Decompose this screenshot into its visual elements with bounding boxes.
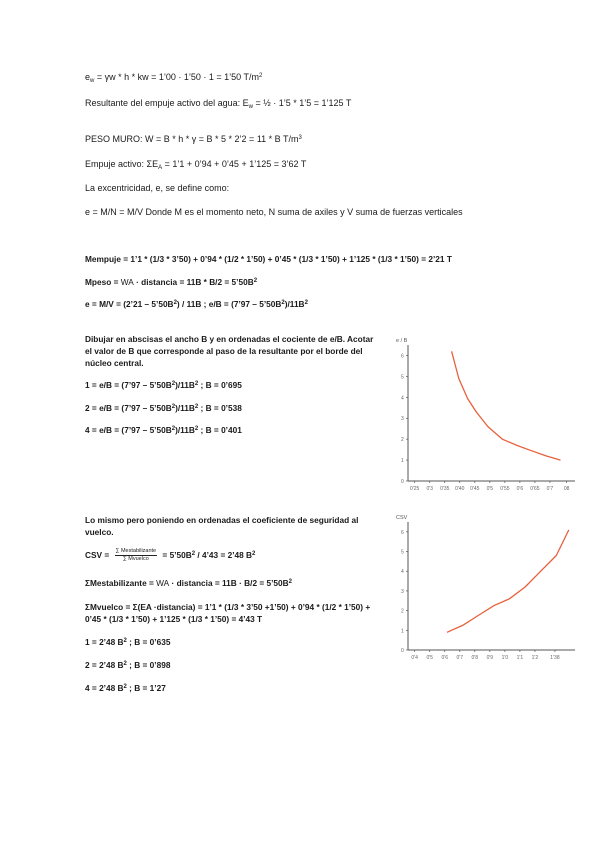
thrust-moment-line: Mempuje = 1’1 * (1/3 * 3’50) + 0’94 * (1/2 * 1’50) + 0’45 * (1/3 * 1’50) + 1’125 * (1/3 * 1’50) = 2’21 T	[85, 254, 452, 264]
y-tick-label: 2	[401, 608, 404, 615]
x-tick-label: 0'7	[456, 655, 464, 661]
x-tick-label: 0'45	[470, 486, 480, 492]
y-tick-label: 5	[401, 374, 404, 381]
overturning-moment-line: ΣMvuelco = Σ(EA ·distancia) = 1’1 * (1/3 * 3’50 +1’50) + 0’94 * (1/2 * 1’50) + 0’45 * (1/3 * 1’50) + 1’125 * (1/3 * 1’50) = 4’43 T	[85, 602, 371, 624]
y-tick-label: 1	[401, 628, 404, 635]
x-tick-label: 08	[563, 486, 570, 492]
series-line	[447, 530, 569, 632]
x-tick-label: 0'9	[486, 655, 494, 661]
section1-instructions: Dibujar en abscisas el ancho B y en ordenadas el cociente de e/B. Acotar el valor de B que corresponde al paso de la resultante por el borde del núcleo central.	[85, 334, 374, 368]
y-axis-label: CSV	[396, 515, 408, 521]
eccentricity-formula: e = M/V = (2’21 – $5’50B^2) / 11B$ ; e/B = (7’97 – $5’50B^2)/11B^2$	[85, 299, 308, 309]
y-tick-label: 3	[401, 588, 404, 595]
x-tick-label: 0'6	[441, 655, 449, 661]
water-resultant-line: Resultante del empuje activo del agua: $E_w$ = ½ · 1’5 * 1’5 = 1’125 T	[85, 98, 352, 110]
x-tick-label: 0'4	[411, 655, 418, 661]
x-tick-label: 0'40	[455, 486, 465, 492]
y-tick-label: 0	[401, 479, 404, 485]
x-tick-label: 1'38	[550, 655, 560, 661]
x-tick-label: 1'2	[531, 655, 539, 661]
x-tick-label: 0'3	[426, 486, 433, 492]
y-tick-label: 6	[401, 353, 404, 360]
section2-instructions: Lo mismo pero poniendo en ordenadas el coeficiente de seguridad al vuelco.	[85, 515, 359, 537]
y-tick-label: 6	[401, 529, 404, 536]
x-tick-label: 0'5	[486, 486, 494, 492]
csv-fraction: $\frac{\text{∑ Mestabilizante}}{\text{∑ Mvuelco}}$	[115, 548, 157, 563]
y-tick-label: 4	[401, 569, 404, 576]
x-tick-label: 0'35	[440, 486, 450, 492]
weight-moment-line: Mpeso = WA · distancia = $11B * B/2 = 5’50B^2$	[85, 277, 258, 287]
water-pressure-line: $e_w = \gamma w * h$ * kw = 1’00 · 1’50 · 1 = 1’50 $T/m^2$	[85, 72, 263, 84]
section1-eq2: 2 = e/B = (7’97 – $5’50B^2)/11B^2$ ; B = 0’538	[85, 403, 242, 413]
y-tick-label: 5	[401, 549, 404, 556]
x-tick-label: 0'25	[410, 486, 420, 492]
eb-chart	[390, 333, 580, 498]
x-tick-label: 1'1	[516, 655, 524, 661]
stabilizing-moment-line: ΣMestabilizante = WA · distancia = $11B \cdot B/2 = 5’50B^2$	[85, 578, 293, 588]
section2-eq1: 1 = 2’48 $B^2$ ; B = 0’635	[85, 637, 171, 647]
eccentricity-definition: e = M/N = M/V Donde M es el momento neto, N suma de axiles y V suma de fuerzas verticales	[85, 207, 463, 217]
csv-chart	[390, 510, 580, 670]
y-tick-label: 4	[401, 395, 404, 402]
x-tick-label: 0'65	[530, 486, 540, 492]
x-tick-label: 0'5	[426, 655, 433, 661]
csv-formula: CSV = $\frac{\text{∑ Mestabilizante}}{\text{∑ Mvuelco}}$ = $5’50B^2$ / 4’43 = 2’48 $B^2$	[85, 548, 256, 563]
section2-eq2: 2 = 2’48 $B^2$ ; B = 0’898	[85, 660, 171, 670]
section1-eq1: 1 = e/B = (7’97 – $5’50B^2)/11B^2$ ; B = 0’695	[85, 380, 242, 390]
y-tick-label: 0	[401, 648, 404, 654]
active-thrust-line: Empuje activo: $\Sigma E_A$ = 1’1 + 0’94 + 0’45 + 1’125 = 3’62 T	[85, 159, 307, 171]
x-tick-label: 0'6	[516, 486, 524, 492]
x-tick-label: 0'7	[546, 486, 554, 492]
section1-eq3: 4 = e/B = (7’97 – $5’50B^2)/11B^2$ ; B = 0’401	[85, 425, 242, 435]
x-tick-label: 0'8	[471, 655, 479, 661]
series-line	[452, 351, 561, 460]
x-tick-label: 1'0	[501, 655, 509, 661]
y-tick-label: 3	[401, 416, 404, 423]
y-tick-label: 2	[401, 437, 404, 444]
eccentricity-intro: La excentricidad, e, se define como:	[85, 183, 230, 193]
y-tick-label: 1	[401, 458, 404, 465]
y-axis-label: e / B	[396, 338, 408, 344]
wall-weight-line: PESO MURO: W = B * h * γ = B * 5 * 2’2 = 11 * B $T/m^3$	[85, 134, 302, 144]
x-tick-label: 0'55	[500, 486, 510, 492]
section2-eq3: 4 = 2’48 $B^2$ ; B = 1’27	[85, 683, 166, 693]
